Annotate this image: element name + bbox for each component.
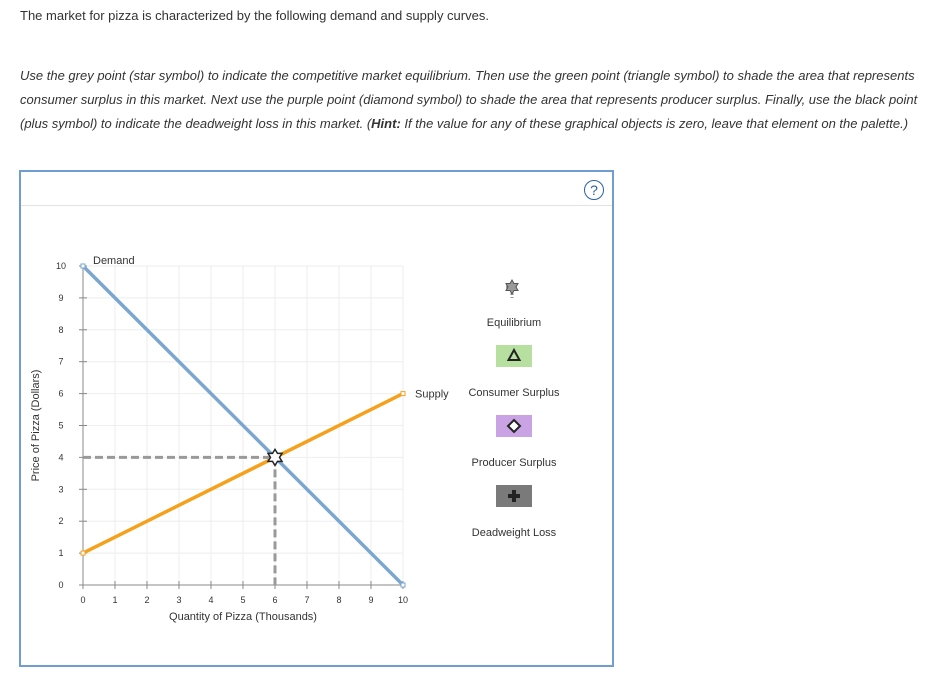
y-tick-label: 6	[58, 388, 64, 399]
curve-endpoint-handle[interactable]	[81, 551, 85, 555]
x-tick-label: 1	[112, 595, 118, 605]
palette	[468, 280, 560, 539]
x-tick-label: 10	[397, 595, 409, 605]
y-tick-label: 4	[58, 452, 64, 463]
x-tick-label: 5	[240, 595, 246, 605]
x-tick-label: 3	[176, 595, 182, 605]
x-tick-label: 9	[368, 595, 374, 605]
x-tick-label: 2	[144, 595, 150, 605]
y-tick-label: 10	[55, 261, 67, 271]
palette-producer-surplus-tool[interactable]	[496, 415, 532, 437]
help-icon[interactable]: ?	[584, 180, 604, 200]
y-tick-label: 7	[58, 356, 64, 367]
intro-text: The market for pizza is characterized by the following demand and supply curves.	[20, 8, 489, 23]
instructions-text	[20, 64, 925, 136]
palette-deadweight-loss-tool[interactable]	[496, 485, 532, 507]
y-axis-title: Price of Pizza (Dollars)	[30, 369, 42, 482]
demand-curve-label: Demand	[93, 255, 135, 267]
y-tick-label: 9	[58, 292, 64, 303]
palette-producer-surplus-label: Producer Surplus	[471, 457, 557, 469]
palette-equilibrium-label: Equilibrium	[486, 317, 542, 329]
x-tick-label: 6	[272, 595, 278, 605]
y-tick-label: 2	[58, 516, 64, 527]
curve-endpoint-handle[interactable]	[401, 392, 405, 396]
palette-equilibrium-tool[interactable]	[506, 280, 518, 298]
y-tick-label: 0	[58, 580, 64, 590]
supply-curve-label: Supply	[415, 388, 449, 401]
curve-endpoint-handle[interactable]	[81, 264, 85, 268]
y-tick-label: 8	[58, 324, 64, 335]
x-tick-label: 4	[208, 595, 214, 605]
instructions-part1: Use the grey point (star symbol) to indicate the competitive market equilibrium. Then use the green point (triangle symbol) to shade the area that represents consumer surplus in this market. Next use the purple point (diamond symbol) to shade the area that represents producer surplus. Finally, use the black point (plus symbol) to indicate the deadweight loss in this market. (	[20, 68, 918, 131]
curve-endpoint-handle[interactable]	[401, 583, 405, 587]
y-tick-label: 5	[58, 420, 64, 431]
x-tick-label: 0	[80, 595, 86, 605]
instructions-part2: If the value for any of these graphical objects is zero, leave that element on the palette.)	[400, 116, 909, 131]
y-tick-label: 3	[58, 484, 64, 495]
palette-consumer-surplus-label: Consumer Surplus	[468, 387, 560, 399]
y-tick-label: 1	[58, 548, 64, 559]
star-icon[interactable]	[506, 280, 518, 294]
x-tick-label: 8	[336, 595, 342, 605]
x-axis-title: Quantity of Pizza (Thousands)	[169, 611, 317, 623]
palette-consumer-surplus-tool[interactable]	[496, 345, 532, 367]
palette-deadweight-loss-label: Deadweight Loss	[471, 527, 557, 539]
graph-panel	[19, 170, 614, 667]
hint-label: Hint:	[371, 116, 401, 131]
x-tick-label: 7	[304, 595, 310, 605]
market-chart	[21, 172, 612, 665]
